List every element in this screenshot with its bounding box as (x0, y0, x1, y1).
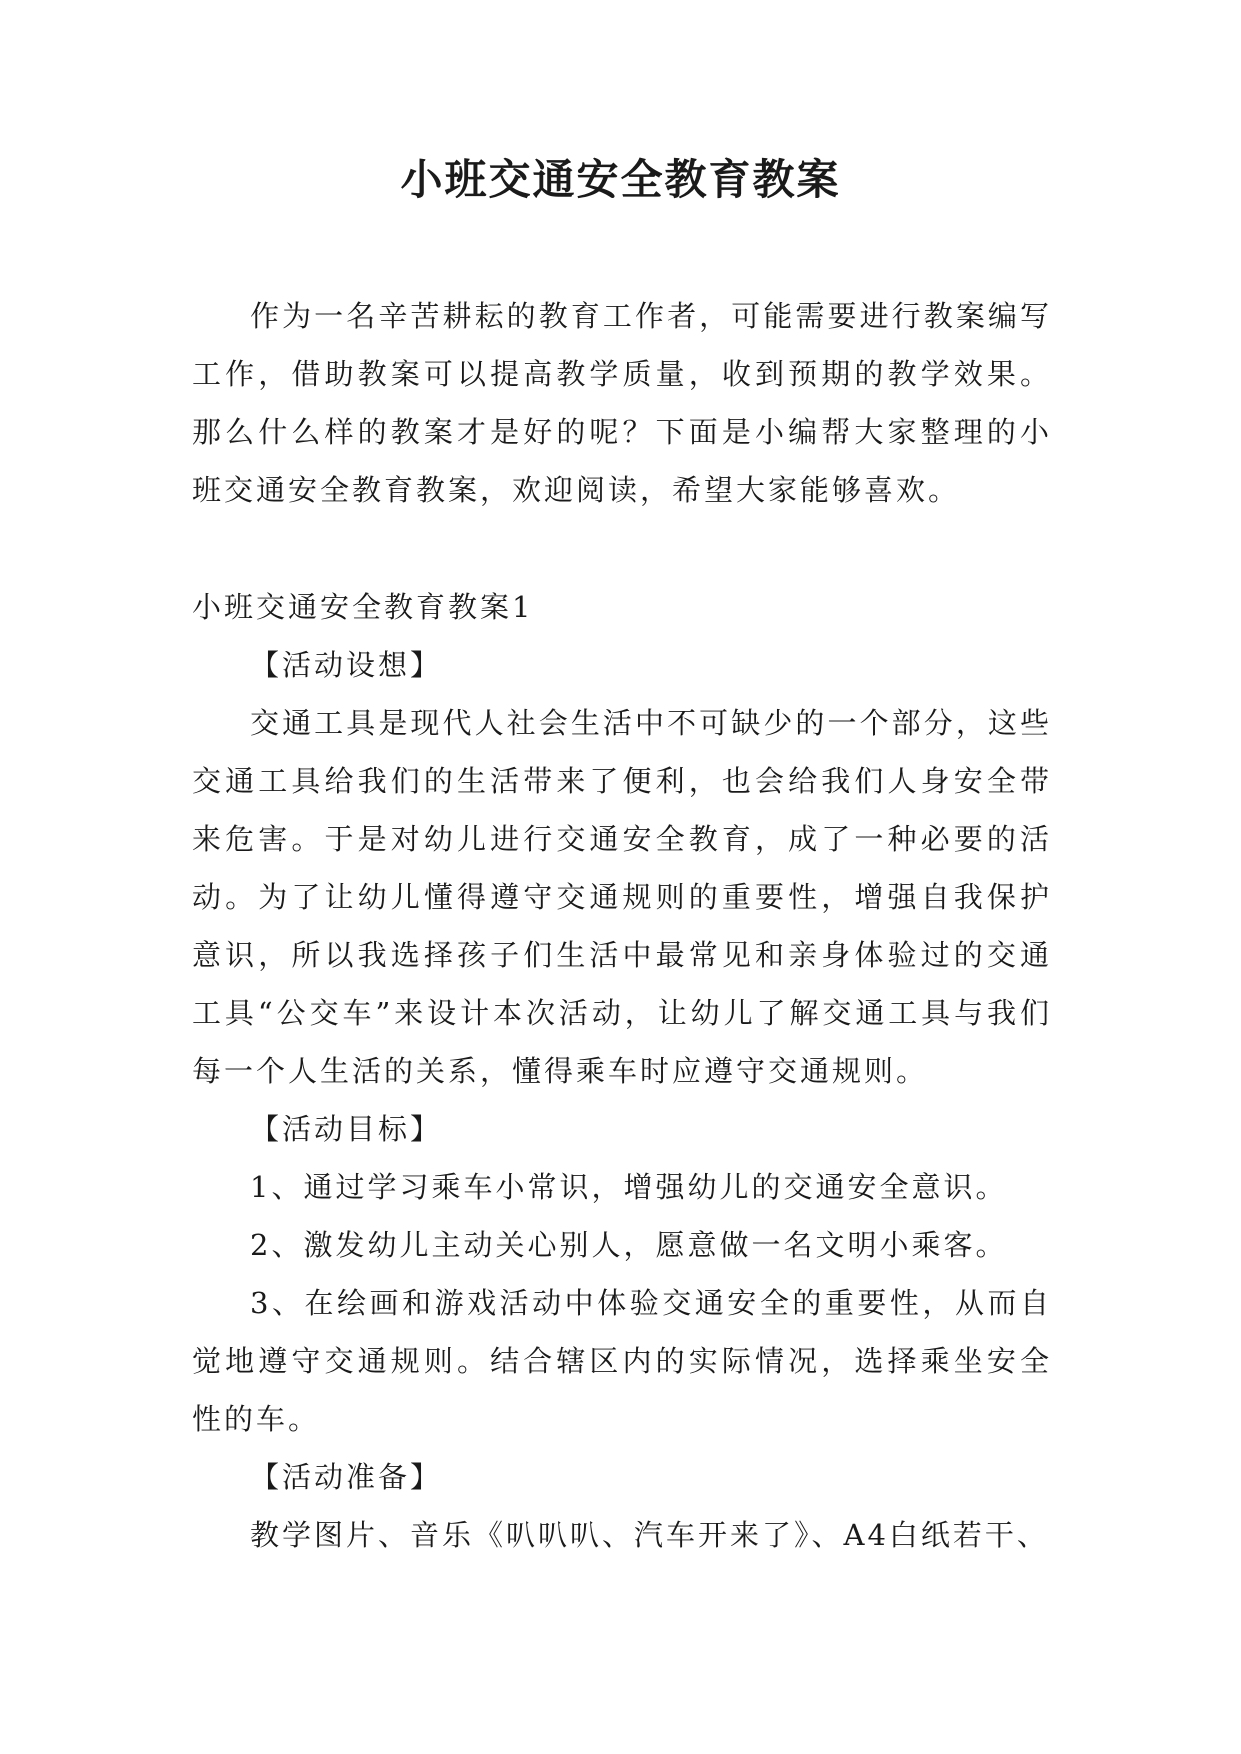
activity-prep-heading: 【活动准备】 (250, 1460, 443, 1494)
activity-prep-paragraph: 教学图片、音乐《叭叭叭、汽车开来了》、A4白纸若干、 (250, 1518, 1049, 1552)
intro-paragraph: 作为一名辛苦耕耘的教育工作者，可能需要进行教案编写工作，借助教案可以提高教学质量，收到预期的教学效果。那么什么样的教案才是好的呢？下面是小编帮大家整理的小班交通安全教育教案，欢迎阅读，希望大家能够喜欢。 (192, 299, 1052, 507)
goal-item-2: 2、激发幼儿主动关心别人，愿意做一名文明小乘客。 (250, 1228, 1008, 1262)
activity-goals-heading: 【活动目标】 (250, 1112, 443, 1146)
lesson-plan-section-1 (192, 578, 1052, 1564)
intro-block (192, 287, 1052, 519)
section-heading: 小班交通安全教育教案1 (192, 590, 534, 624)
page-title: 小班交通安全教育教案 (400, 155, 841, 204)
goal-item-1: 1、通过学习乘车小常识，增强幼儿的交通安全意识。 (250, 1170, 1008, 1204)
goal-item-3: 3、在绘画和游戏活动中体验交通安全的重要性，从而自觉地遵守交通规则。结合辖区内的实际情况，选择乘坐安全性的车。 (192, 1286, 1052, 1436)
activity-idea-heading: 【活动设想】 (250, 648, 443, 682)
activity-idea-paragraph: 交通工具是现代人社会生活中不可缺少的一个部分，这些交通工具给我们的生活带来了便利，也会给我们人身安全带来危害。于是对幼儿进行交通安全教育，成了一种必要的活动。为了让幼儿懂得遵守交通规则的重要性，增强自我保护意识，所以我选择孩子们生活中最常见和亲身体验过的交通工具“公交车”来设计本次活动，让幼儿了解交通工具与我们每一个人生活的关系，懂得乘车时应遵守交通规则。 (192, 706, 1052, 1088)
